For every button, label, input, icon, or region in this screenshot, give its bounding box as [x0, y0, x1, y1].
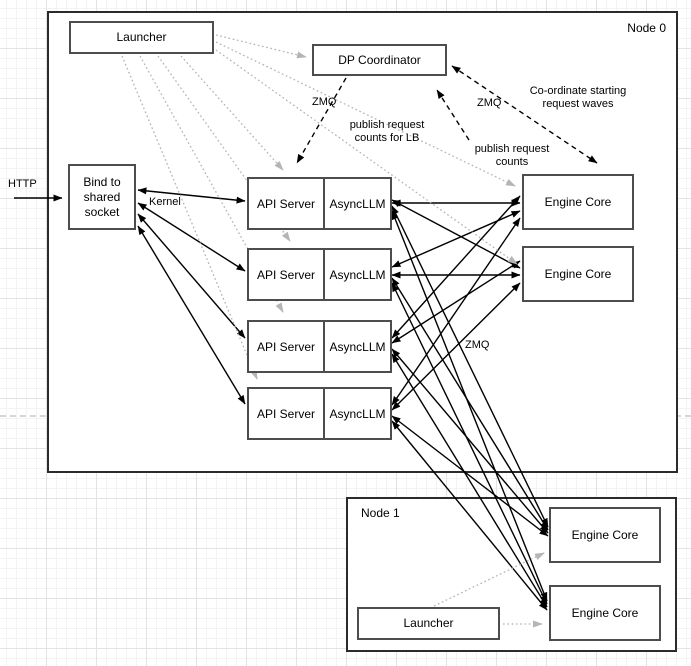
- coordinate-request-waves-label: Co-ordinate starting request waves: [529, 85, 627, 110]
- engine-core-label-1: Engine Core: [544, 194, 612, 209]
- api-server-box-1: [249, 179, 325, 228]
- api-server-row-1: [247, 177, 392, 230]
- launcher-node0-label: Launcher: [116, 30, 167, 44]
- engine-core-box-1: [522, 174, 634, 230]
- asyncllm-label-3: AsyncLLM: [329, 339, 386, 354]
- publish-request-counts-label: publish request counts: [474, 143, 550, 168]
- zmq-label-lower: ZMQ: [465, 339, 490, 351]
- dp-coordinator-label: DP Coordinator: [338, 52, 421, 67]
- api-server-label-4: API Server: [256, 406, 316, 421]
- asyncllm-label-4: AsyncLLM: [329, 406, 386, 421]
- node0-label: Node 0: [627, 21, 666, 35]
- bind-shared-socket-label: Bind to shared socket: [83, 174, 121, 219]
- engine-core-label-4: Engine Core: [571, 605, 639, 620]
- launcher-node1-box: [357, 607, 500, 640]
- api-server-row-3: [247, 320, 392, 373]
- bind-shared-socket-box: [68, 164, 136, 230]
- api-server-row-4: [247, 387, 392, 440]
- api-server-label-2: API Server: [256, 267, 316, 282]
- asyncllm-box-3: [325, 322, 390, 371]
- publish-request-counts-lb-label: publish request counts for LB: [349, 119, 425, 144]
- zmq-label-mid: ZMQ: [477, 97, 502, 109]
- api-server-box-4: [249, 389, 325, 438]
- launcher-node1-label: Launcher: [403, 616, 454, 630]
- asyncllm-label-2: AsyncLLM: [329, 267, 386, 282]
- asyncllm-label-1: AsyncLLM: [329, 196, 386, 211]
- engine-core-label-3: Engine Core: [571, 527, 639, 542]
- api-server-box-3: [249, 322, 325, 371]
- api-server-box-2: [249, 250, 325, 299]
- asyncllm-box-4: [325, 389, 390, 438]
- http-label: HTTP: [8, 178, 37, 190]
- asyncllm-box-2: [325, 250, 390, 299]
- api-server-label-3: API Server: [256, 339, 316, 354]
- engine-core-box-2: [522, 246, 634, 302]
- api-server-label-1: API Server: [256, 196, 316, 211]
- engine-core-label-2: Engine Core: [544, 266, 612, 281]
- dp-coordinator-box: [312, 44, 447, 76]
- node1-label: Node 1: [361, 506, 400, 520]
- zmq-label-left: ZMQ: [312, 96, 337, 108]
- kernel-label: Kernel: [149, 196, 181, 208]
- asyncllm-box-1: [325, 179, 390, 228]
- api-server-row-2: [247, 248, 392, 301]
- launcher-node0-box: [69, 21, 214, 54]
- engine-core-box-4: [549, 585, 661, 641]
- engine-core-box-3: [549, 507, 661, 563]
